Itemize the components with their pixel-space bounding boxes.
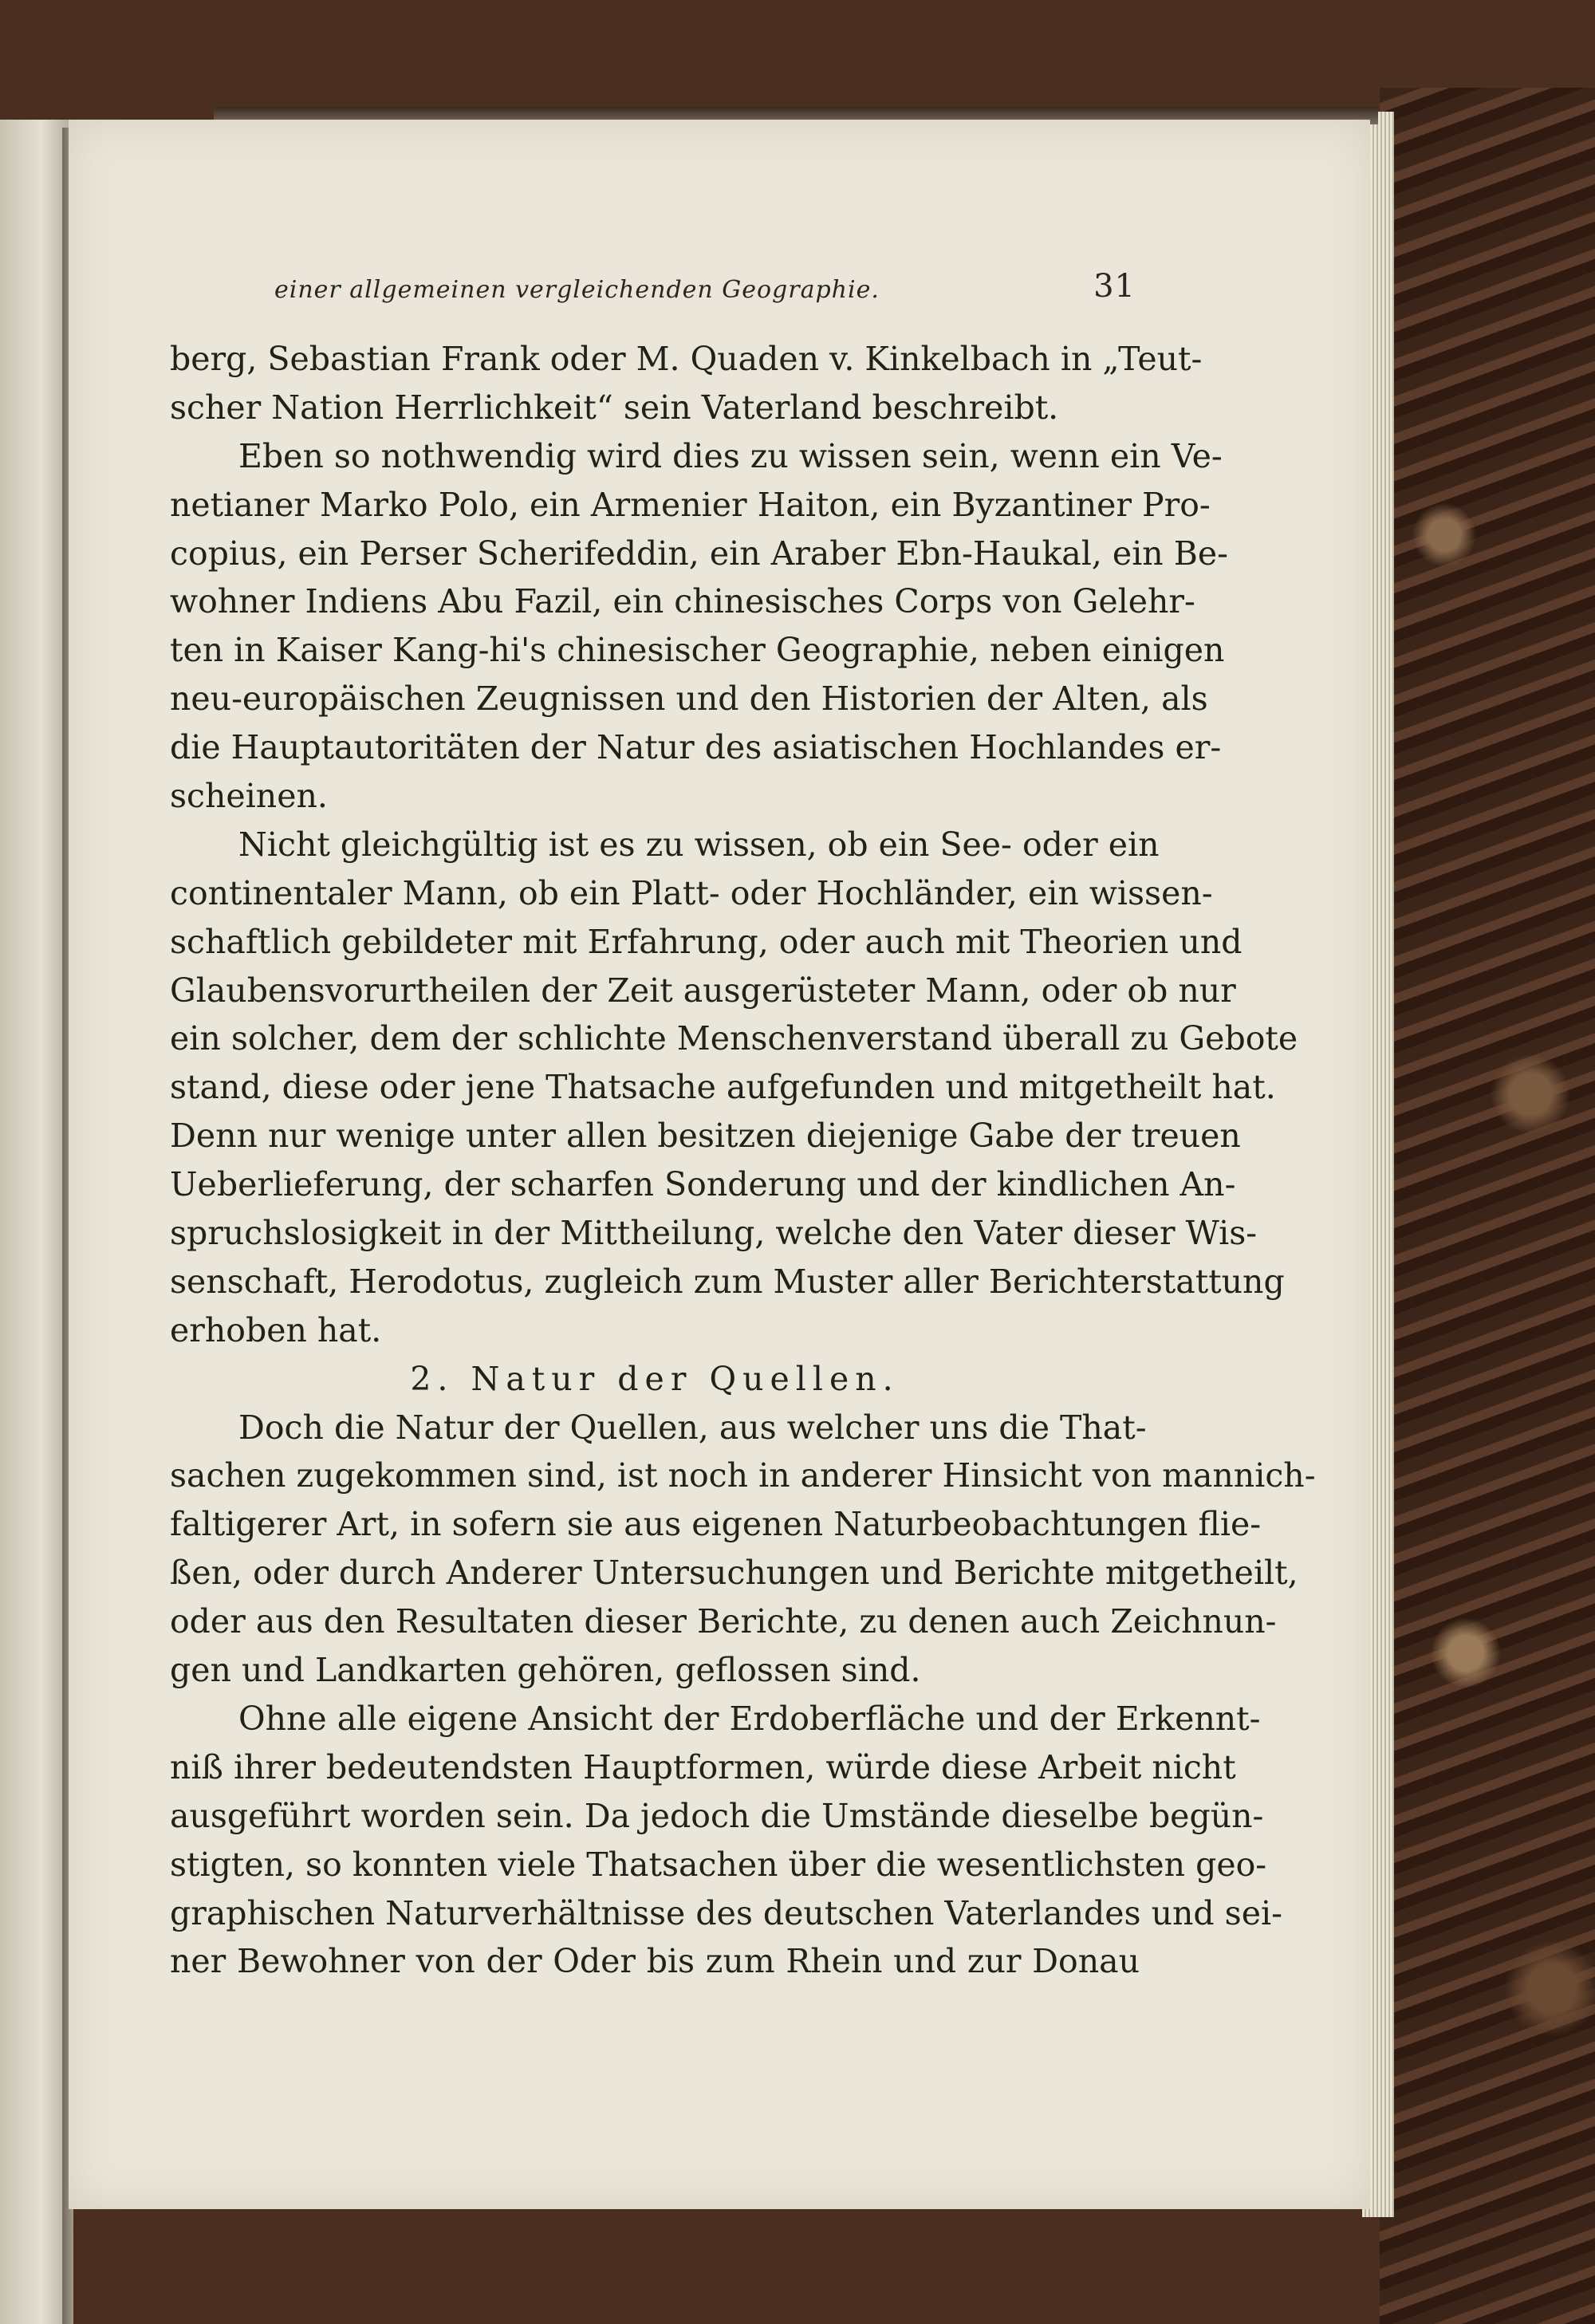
text-line: ner Bewohner von der Oder bis zum Rhein und zur Donau [170,1942,1140,1981]
text-line: copius, ein Perser Scherifeddin, ein Araber Ebn-Haukal, ein Be- [170,534,1228,573]
page-number: 31 [1093,268,1136,305]
section-heading: 2. Natur der Quellen. [410,1359,900,1398]
text-line: Ueberlieferung, der scharfen Sonderung und der kindlichen An- [170,1165,1236,1204]
text-line: berg, Sebastian Frank oder M. Quaden v. Kinkelbach in „Teut- [170,340,1203,378]
text-line: Denn nur wenige unter allen besitzen diejenige Gabe der treuen [170,1117,1241,1156]
text-line: scheinen. [170,777,328,816]
paragraphs-after-heading [170,1404,1316,1987]
text-line: niß ihrer bedeutendsten Hauptformen, würde diese Arbeit nicht [170,1747,1236,1786]
text-line: wohner Indiens Abu Fazil, ein chinesisches Corps von Gelehr- [170,582,1195,621]
paragraphs-before-heading [170,335,1298,1355]
text-line: Ohne alle eigene Ansicht der Erdoberfläche und der Erkennt- [238,1699,1261,1738]
text-line: scher Nation Herrlichkeit“ sein Vaterland beschreibt. [170,388,1059,427]
text-line: stand, diese oder jene Thatsache aufgefunden und mitgetheilt hat. [170,1068,1276,1107]
text-line: Glaubensvorurtheilen der Zeit ausgerüsteter Mann, oder ob nur [170,971,1236,1010]
body-text [170,335,1316,1986]
text-line: erhoben hat. [170,1310,382,1349]
text-line: Eben so nothwendig wird dies zu wissen sein, wenn ein Ve- [238,436,1223,475]
text-line: gen und Landkarten gehören, geflossen sind. [170,1651,921,1690]
text-line: graphischen Naturverhältnisse des deutschen Vaterlandes und sei- [170,1893,1282,1932]
text-line: die Hauptautoritäten der Natur des asiatischen Hochlandes er- [170,728,1222,767]
left-facing-page [0,120,69,2324]
text-line: Nicht gleichgültig ist es zu wissen, ob ein See- oder ein [238,825,1160,864]
text-line: spruchslosigkeit in der Mittheilung, welche den Vater dieser Wis- [170,1214,1258,1253]
text-line: ßen, oder durch Anderer Untersuchungen und Berichte mitgetheilt, [170,1554,1298,1593]
text-line: ten in Kaiser Kang-hi's chinesischer Geographie, neben einigen [170,631,1225,670]
text-line: oder aus den Resultaten dieser Berichte, zu denen auch Zeichnun- [170,1602,1277,1641]
text-line: senschaft, Herodotus, zugleich zum Muster aller Berichterstattung [170,1262,1285,1301]
text-line: Doch die Natur der Quellen, aus welcher uns die That- [238,1408,1147,1447]
text-line: netianer Marko Polo, ein Armenier Haiton, ein Byzantiner Pro- [170,485,1211,524]
marbled-binding [1380,88,1595,2324]
text-line: schaftlich gebildeter mit Erfahrung, oder auch mit Theorien und [170,922,1243,961]
header-title: einer allgemeinen vergleichenden Geographie. [274,276,880,304]
text-line: sachen zugekommen sind, ist noch in anderer Hinsicht von mannich- [170,1456,1316,1495]
text-line: neu-europäischen Zeugnissen und den Historien der Alten, als [170,679,1208,719]
text-line: stigten, so konnten viele Thatsachen über die wesentlichsten geo- [170,1845,1267,1884]
text-line: ausgeführt worden sein. Da jedoch die Umstände dieselbe begün- [170,1796,1264,1835]
text-line: faltigerer Art, in sofern sie aus eigenen Naturbeobachtungen flie- [170,1505,1262,1544]
text-line: continentaler Mann, ob ein Platt- oder Hochländer, ein wissen- [170,873,1213,912]
running-header [274,268,1156,316]
text-line: ein solcher, dem der schlichte Menschenverstand überall zu Gebote [170,1019,1298,1058]
